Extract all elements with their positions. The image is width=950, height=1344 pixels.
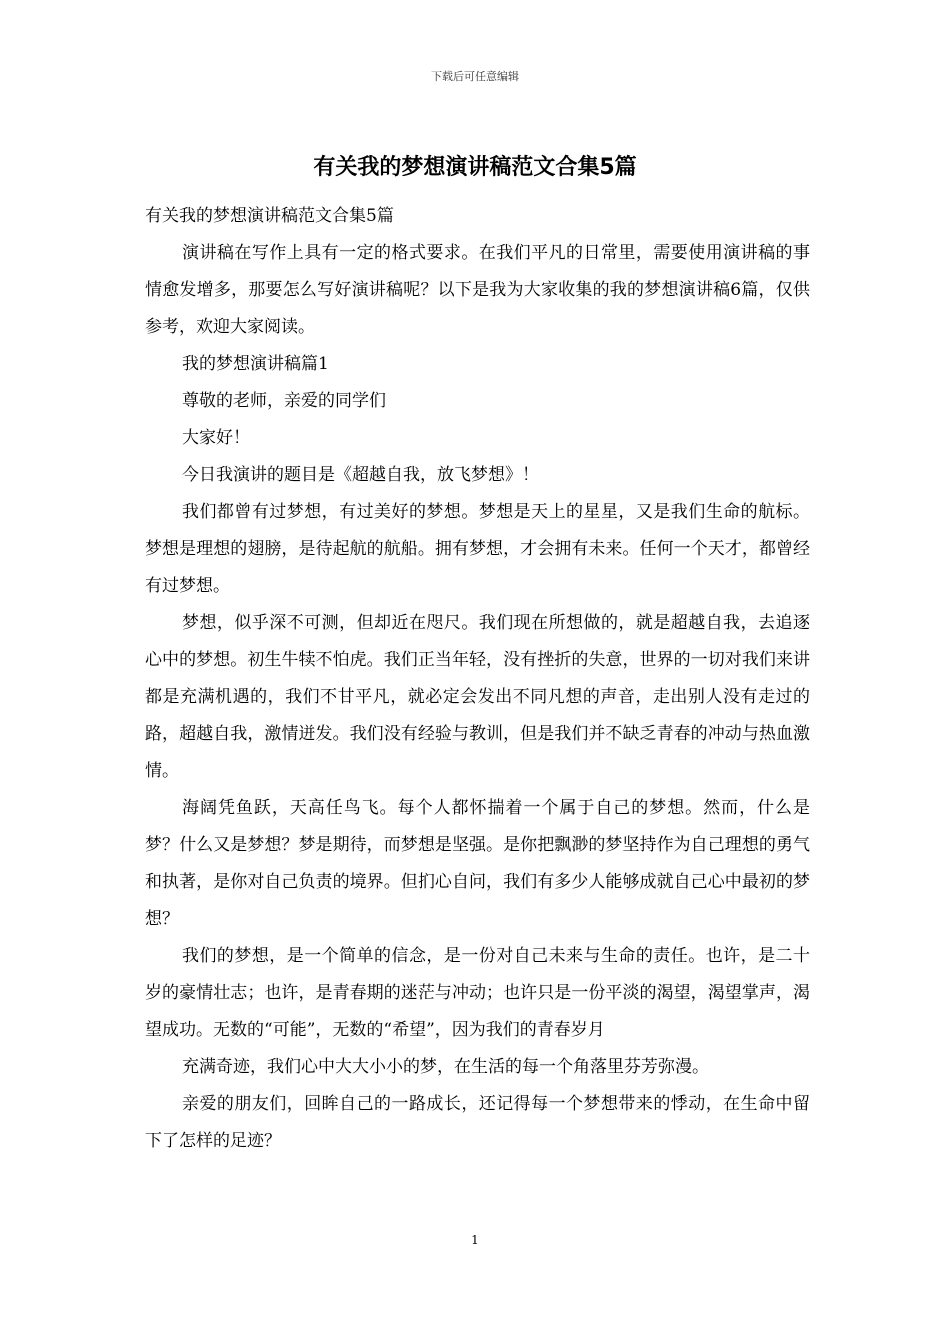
- body-paragraph: 我们的梦想，是一个简单的信念，是一份对自己未来与生命的责任。也许，是二十岁的豪情壮志；也许，是青春期的迷茫与冲动；也许只是一份平淡的渴望，渴望掌声，渴望成功。无数的“可能”，无数的“希望”，因为我们的青春岁月: [145, 946, 810, 1040]
- body-paragraph: 亲爱的朋友们，回眸自己的一路成长，还记得每一个梦想带来的悸动，在生命中留下了怎样的足迹？: [145, 1094, 810, 1151]
- body-paragraph: 演讲稿在写作上具有一定的格式要求。在我们平凡的日常里，需要使用演讲稿的事情愈发增多，那要怎么写好演讲稿呢？以下是我为大家收集的我的梦想演讲稿6篇，仅供参考，欢迎大家阅读。: [145, 243, 810, 337]
- document-body: [145, 198, 810, 1160]
- salutation-paragraph: 尊敬的老师，亲爱的同学们: [182, 391, 386, 411]
- body-paragraph: 今日我演讲的题目是《超越自我，放飞梦想》！: [182, 465, 539, 485]
- page-number: 1: [471, 1233, 479, 1247]
- subtitle-paragraph: 有关我的梦想演讲稿范文合集5篇: [145, 206, 394, 226]
- section-heading: 我的梦想演讲稿篇1: [182, 354, 329, 374]
- body-paragraph: 梦想，似乎深不可测，但却近在咫尺。我们现在所想做的，就是超越自我，去追逐心中的梦想。初生牛犊不怕虎。我们正当年轻，没有挫折的失意，世界的一切对我们来讲都是充满机遇的，我们不甘平凡，就必定会发出不同凡想的声音，走出别人没有走过的路，超越自我，激情迸发。我们没有经验与教训，但是我们并不缺乏青春的冲动与热血激情。: [145, 613, 810, 781]
- body-paragraph: 充满奇迹，我们心中大大小小的梦，在生活的每一个角落里芬芳弥漫。: [182, 1057, 709, 1077]
- body-paragraph: 海阔凭鱼跃，天高任鸟飞。每个人都怀揣着一个属于自己的梦想。然而，什么是梦？什么又是梦想？梦是期待，而梦想是坚强。是你把飘渺的梦坚持作为自己理想的勇气和执著，是你对自己负责的境界。但扪心自问，我们有多少人能够成就自己心中最初的梦想？: [145, 798, 810, 929]
- greeting-paragraph: 大家好！: [182, 428, 250, 448]
- body-paragraph: 我们都曾有过梦想，有过美好的梦想。梦想是天上的星星，又是我们生命的航标。梦想是理想的翅膀，是待起航的航船。拥有梦想，才会拥有未来。任何一个天才，都曾经有过梦想。: [145, 502, 810, 596]
- document-title: 有关我的梦想演讲稿范文合集5篇: [313, 155, 637, 180]
- page-header: 下载后可任意编辑: [431, 70, 519, 83]
